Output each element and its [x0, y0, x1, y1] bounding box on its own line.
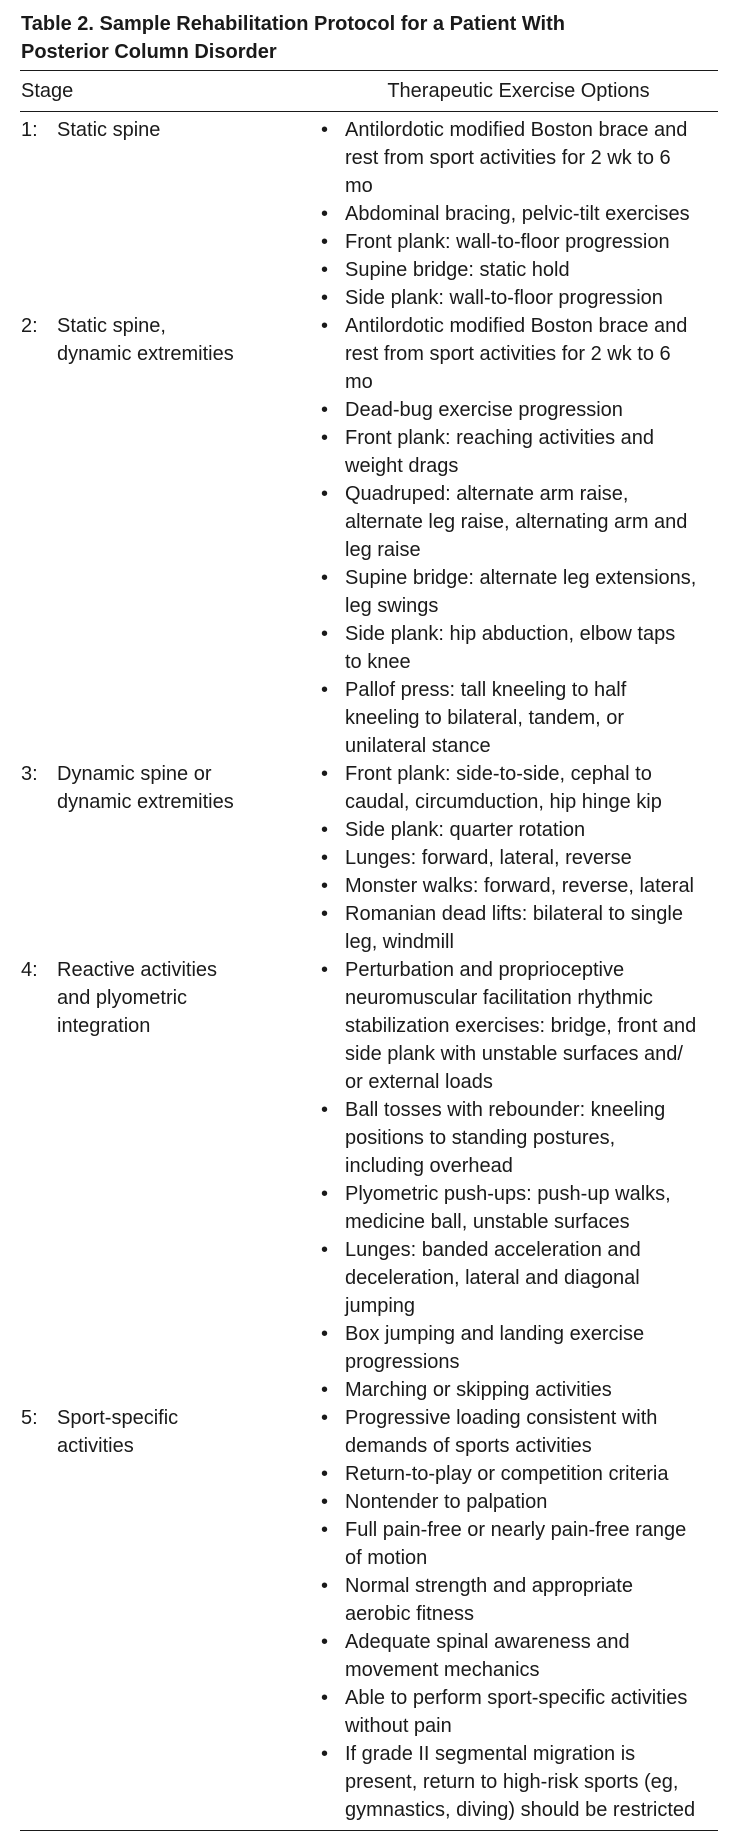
table-row — [20, 312, 718, 760]
stage-label-line: Sport-specific — [57, 1407, 179, 1429]
exercise-option-line: Abdominal bracing, pelvic-tilt exercises — [345, 203, 690, 225]
bullet-icon: • — [321, 1239, 329, 1261]
exercise-option — [321, 116, 718, 200]
exercise-option — [321, 312, 718, 396]
stage-label-line: dynamic extremities — [57, 791, 234, 813]
exercise-option-line: Monster walks: forward, reverse, lateral — [345, 875, 695, 897]
stage-number: 3: — [21, 763, 38, 785]
stage-cell — [20, 116, 301, 312]
exercise-option-line: to knee — [345, 651, 411, 673]
exercise-option-line: Romanian dead lifts: bilateral to single — [345, 903, 683, 925]
table-header-row — [20, 71, 718, 111]
table-row — [20, 116, 718, 312]
exercise-option-line: Dead-bug exercise progression — [345, 399, 623, 421]
exercise-option-line: Antilordotic modified Boston brace and — [345, 119, 688, 141]
exercise-option — [321, 760, 718, 816]
bullet-icon: • — [321, 259, 329, 281]
exercise-option-line: neuromuscular facilitation rhythmic — [345, 987, 653, 1009]
stage-number: 5: — [21, 1407, 38, 1429]
bullet-icon: • — [321, 623, 329, 645]
exercise-option-line: medicine ball, unstable surfaces — [345, 1211, 630, 1233]
stage-label — [57, 1404, 301, 1824]
exercise-option — [321, 228, 718, 256]
exercise-option — [321, 1516, 718, 1572]
exercise-option-line: kneeling to bilateral, tandem, or — [345, 707, 625, 729]
exercise-option — [321, 1460, 718, 1488]
exercise-option — [321, 620, 718, 676]
bullet-icon: • — [321, 1183, 329, 1205]
exercise-option — [321, 900, 718, 956]
stage-label-line: Dynamic spine or — [57, 763, 212, 785]
exercise-option — [321, 200, 718, 228]
exercise-option-line: Antilordotic modified Boston brace and — [345, 315, 688, 337]
exercise-option — [321, 816, 718, 844]
exercise-option-line: Plyometric push-ups: push-up walks, — [345, 1183, 671, 1205]
bullet-icon: • — [321, 959, 329, 981]
exercise-option-line: Side plank: wall-to-floor progression — [345, 287, 663, 309]
exercise-option-line: Box jumping and landing exercise — [345, 1323, 645, 1345]
exercise-options-list — [301, 312, 718, 760]
exercise-option-line: Front plank: reaching activities and — [345, 427, 655, 449]
exercise-option-line: Quadruped: alternate arm raise, — [345, 483, 629, 505]
bullet-icon: • — [321, 427, 329, 449]
bullet-icon: • — [321, 1099, 329, 1121]
stage-label-line: and plyometric — [57, 987, 188, 1009]
table-row — [20, 760, 718, 956]
stage-label-line: Reactive activities — [57, 959, 218, 981]
exercise-option-line: Side plank: hip abduction, elbow taps — [345, 623, 676, 645]
stage-cell — [20, 760, 301, 956]
exercise-option — [321, 564, 718, 620]
bullet-icon: • — [321, 483, 329, 505]
exercise-option-line: Return-to-play or competition criteria — [345, 1463, 669, 1485]
exercise-option-line: Lunges: banded acceleration and — [345, 1239, 641, 1261]
exercise-options-list — [301, 956, 718, 1404]
exercise-options-list — [301, 760, 718, 956]
exercise-option — [321, 424, 718, 480]
exercise-option — [321, 1404, 718, 1460]
exercise-option-line: including overhead — [345, 1155, 513, 1177]
exercise-option-line: Nontender to palpation — [345, 1491, 548, 1513]
stage-label-line: activities — [57, 1435, 134, 1457]
bullet-icon: • — [321, 847, 329, 869]
exercise-option-line: Supine bridge: alternate leg extensions, — [345, 567, 697, 589]
exercise-option-line: mo — [345, 175, 373, 197]
bullet-icon: • — [321, 231, 329, 253]
exercise-option — [321, 1740, 718, 1824]
exercise-option-line: of motion — [345, 1547, 428, 1569]
exercise-option-line: alternate leg raise, alternating arm and — [345, 511, 688, 533]
exercise-option-line: positions to standing postures, — [345, 1127, 616, 1149]
exercise-option-line: Front plank: side-to-side, cephal to — [345, 763, 652, 785]
stage-cell — [20, 956, 301, 1404]
stage-label-line: Static spine, — [57, 315, 166, 337]
exercise-option-line: Marching or skipping activities — [345, 1379, 612, 1401]
exercise-option — [321, 844, 718, 872]
stage-cell — [20, 1404, 301, 1824]
exercise-option — [321, 1572, 718, 1628]
exercise-option-line: present, return to high-risk sports (eg, — [345, 1771, 679, 1793]
stage-number: 1: — [21, 119, 38, 141]
exercise-option — [321, 396, 718, 424]
exercise-options-list — [301, 116, 718, 312]
exercise-option — [321, 1376, 718, 1404]
bullet-icon: • — [321, 763, 329, 785]
bullet-icon: • — [321, 1575, 329, 1597]
exercise-options-list — [301, 1404, 718, 1824]
exercise-option-line: leg, windmill — [345, 931, 454, 953]
exercise-option-line: aerobic fitness — [345, 1603, 474, 1625]
bullet-icon: • — [321, 1379, 329, 1401]
exercise-option — [321, 676, 718, 760]
exercise-option-line: movement mechanics — [345, 1659, 540, 1681]
exercise-option-line: Normal strength and appropriate — [345, 1575, 633, 1597]
stage-label — [57, 760, 301, 956]
bullet-icon: • — [321, 203, 329, 225]
exercise-option-line: Progressive loading consistent with — [345, 1407, 658, 1429]
exercise-option — [321, 1684, 718, 1740]
exercise-option-line: Front plank: wall-to-floor progression — [345, 231, 670, 253]
exercise-option — [321, 1096, 718, 1180]
exercise-option-line: Pallof press: tall kneeling to half — [345, 679, 627, 701]
exercise-option-line: stabilization exercises: bridge, front and — [345, 1015, 697, 1037]
table-row — [20, 956, 718, 1404]
table-row — [20, 1404, 718, 1824]
exercise-option-line: caudal, circumduction, hip hinge kip — [345, 791, 662, 813]
exercise-option-line: leg swings — [345, 595, 439, 617]
stage-label — [57, 956, 301, 1404]
exercise-option-line: Able to perform sport-specific activities — [345, 1687, 688, 1709]
table-title-line: Posterior Column Disorder — [21, 41, 277, 63]
exercise-option-line: Lunges: forward, lateral, reverse — [345, 847, 632, 869]
bullet-icon: • — [321, 287, 329, 309]
exercise-option-line: rest from sport activities for 2 wk to 6 — [345, 343, 671, 365]
bullet-icon: • — [321, 567, 329, 589]
stage-column-header: Stage — [21, 80, 74, 102]
bullet-icon: • — [321, 1687, 329, 1709]
exercise-option-line: unilateral stance — [345, 735, 491, 757]
exercise-option — [321, 256, 718, 284]
exercise-option-line: Full pain-free or nearly pain-free range — [345, 1519, 687, 1541]
exercise-option — [321, 1320, 718, 1376]
stage-label-line: Static spine — [57, 119, 161, 141]
exercise-option-line: weight drags — [345, 455, 459, 477]
exercise-option-line: Side plank: quarter rotation — [345, 819, 586, 841]
exercise-option-line: mo — [345, 371, 373, 393]
bullet-icon: • — [321, 819, 329, 841]
table-body — [20, 112, 718, 1824]
stage-label-line: dynamic extremities — [57, 343, 234, 365]
bullet-icon: • — [321, 1491, 329, 1513]
bullet-icon: • — [321, 1407, 329, 1429]
bullet-icon: • — [321, 679, 329, 701]
bullet-icon: • — [321, 1463, 329, 1485]
exercise-option-line: demands of sports activities — [345, 1435, 592, 1457]
exercise-option — [321, 956, 718, 1096]
bullet-icon: • — [321, 903, 329, 925]
stage-cell — [20, 312, 301, 760]
exercise-option — [321, 872, 718, 900]
bullet-icon: • — [321, 1743, 329, 1765]
bullet-icon: • — [321, 1631, 329, 1653]
stage-label — [57, 116, 301, 312]
exercise-option-line: without pain — [345, 1715, 452, 1737]
exercise-option — [321, 1488, 718, 1516]
exercise-option-line: jumping — [345, 1295, 416, 1317]
bullet-icon: • — [321, 399, 329, 421]
exercise-option — [321, 1628, 718, 1684]
exercise-option — [321, 284, 718, 312]
stage-label — [57, 312, 301, 760]
exercise-option-line: Adequate spinal awareness and — [345, 1631, 630, 1653]
table-title — [20, 10, 718, 66]
stage-label-line: integration — [57, 1015, 151, 1037]
exercise-option-line: leg raise — [345, 539, 421, 561]
exercise-option-line: deceleration, lateral and diagonal — [345, 1267, 640, 1289]
exercise-option-line: gymnastics, diving) should be restricted — [345, 1799, 696, 1821]
exercise-option-line: Perturbation and proprioceptive — [345, 959, 625, 981]
exercise-option-line: or external loads — [345, 1071, 493, 1093]
exercise-option-line: Ball tosses with rebounder: kneeling — [345, 1099, 666, 1121]
stage-number: 2: — [21, 315, 38, 337]
exercise-option-line: side plank with unstable surfaces and/ — [345, 1043, 683, 1065]
exercise-option-line: Supine bridge: static hold — [345, 259, 570, 281]
bullet-icon: • — [321, 1323, 329, 1345]
bullet-icon: • — [321, 875, 329, 897]
stage-number: 4: — [21, 959, 38, 981]
exercise-option — [321, 1180, 718, 1236]
exercise-option-line: If grade II segmental migration is — [345, 1743, 636, 1765]
bullet-icon: • — [321, 315, 329, 337]
bullet-icon: • — [321, 119, 329, 141]
table-title-line: Table 2. Sample Rehabilitation Protocol for a Patient With — [21, 13, 565, 35]
options-column-header: Therapeutic Exercise Options — [387, 80, 650, 102]
exercise-option — [321, 480, 718, 564]
exercise-option — [321, 1236, 718, 1320]
bullet-icon: • — [321, 1519, 329, 1541]
exercise-option-line: progressions — [345, 1351, 460, 1373]
exercise-option-line: rest from sport activities for 2 wk to 6 — [345, 147, 671, 169]
